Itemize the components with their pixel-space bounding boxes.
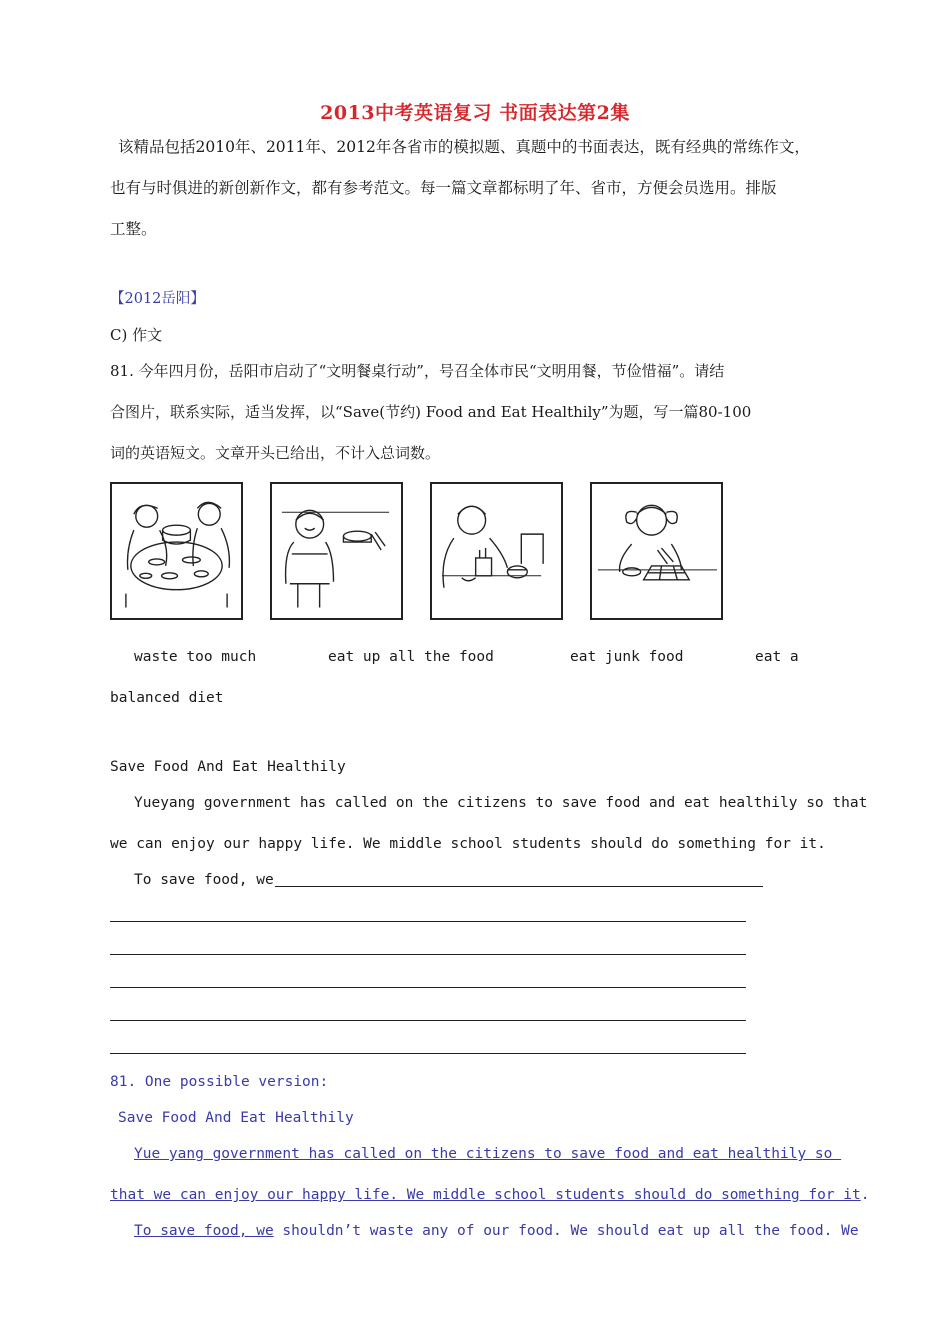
girl-balanced-meal-picture — [590, 482, 723, 620]
essay-line-2: we can enjoy our happy life. We middle school students should do something for it. — [110, 836, 826, 852]
intro-line-2: 也有与时俱进的新创新作文，都有参考范文。每一篇文章都标明了年、省市，方便会员选用。排版 — [110, 179, 777, 197]
question-line-1: 81. 今年四月份，岳阳市启动了“文明餐桌行动”，号召全体市民“文明用餐，节俭惜福”。请结 — [110, 362, 725, 380]
answer-line-3-underlined: To save food, we — [134, 1223, 274, 1239]
answer-blank-line[interactable] — [110, 987, 746, 988]
page-title: 2013中考英语复习 书面表达第2集 — [320, 102, 630, 124]
question-line-2: 合图片，联系实际，适当发挥，以“Save(节约) Food and Eat Healthily”为题，写一篇80-100 — [110, 403, 752, 421]
answer-blank-line[interactable] — [110, 1020, 746, 1021]
caption-waste-too-much: waste too much — [134, 649, 257, 665]
answer-title: Save Food And Eat Healthily — [118, 1110, 354, 1126]
essay-line-1: Yueyang government has called on the citizens to save food and eat healthily so that — [134, 795, 868, 811]
question-line-3: 词的英语短文。文章开头已给出，不计入总词数。 — [110, 444, 441, 462]
essay-title: Save Food And Eat Healthily — [110, 759, 346, 775]
boy-eating-junk-food-picture — [430, 482, 563, 620]
answer-blank-line[interactable] — [275, 886, 763, 887]
answer-line-2-period: . — [860, 1187, 870, 1203]
answer-label: 81. One possible version: — [110, 1074, 329, 1090]
section-label: C) 作文 — [110, 326, 163, 344]
intro-line-1: 该精品包括2010年、2011年、2012年各省市的模拟题、真题中的书面表达，既有经典的常练作文， — [118, 138, 810, 156]
caption-balanced-diet: balanced diet — [110, 690, 224, 706]
answer-line-2 — [110, 1185, 870, 1205]
caption-eat-junk-food: eat junk food — [570, 649, 684, 665]
answer-line-2-text: that we can enjoy our happy life. We middle school students should do something for it — [110, 1187, 861, 1203]
answer-blank-line[interactable] — [110, 921, 746, 922]
answer-blank-line[interactable] — [110, 1053, 746, 1054]
answer-line-3 — [134, 1221, 859, 1241]
source-tag: 【2012岳阳】 — [110, 291, 205, 307]
caption-eat-a: eat a — [755, 649, 799, 665]
answer-blank-line[interactable] — [110, 954, 746, 955]
answer-line-1: Yue yang government has called on the citizens to save food and eat healthily so — [134, 1146, 842, 1162]
boy-finishing-plate-picture — [270, 482, 403, 620]
family-dinner-waste-picture — [110, 482, 243, 620]
caption-eat-up-all: eat up all the food — [328, 649, 494, 665]
essay-line-3: To save food, we — [134, 872, 274, 888]
answer-line-3-rest: shouldn’t waste any of our food. We should eat up all the food. We — [273, 1223, 859, 1239]
intro-line-3: 工整。 — [110, 220, 157, 238]
